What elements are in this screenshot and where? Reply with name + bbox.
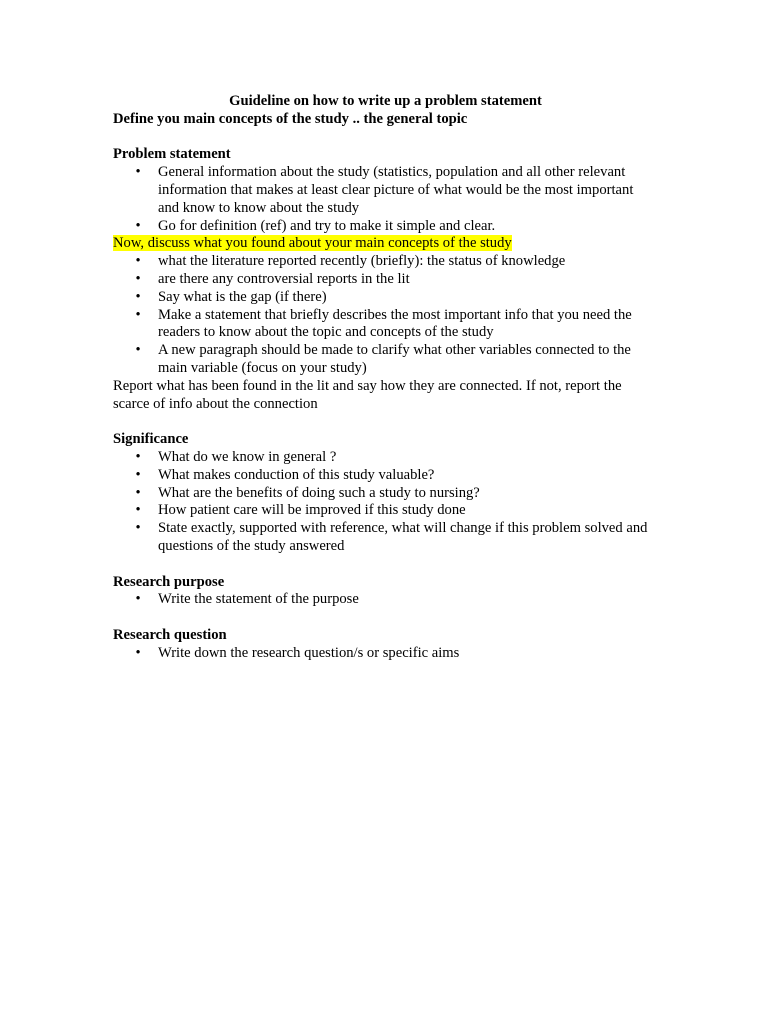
highlighted-text: Now, discuss what you found about your main concepts of the study (113, 235, 512, 252)
list-item-text: What makes conduction of this study valuable? (158, 466, 435, 483)
bullet-icon: • (135, 217, 141, 234)
bullet-icon: • (135, 466, 141, 483)
bullet-icon: • (135, 253, 141, 270)
bullet-icon: • (135, 448, 141, 465)
problem-statement-list-b (113, 253, 658, 378)
list-item (113, 485, 658, 503)
problem-statement-list-a (113, 164, 658, 235)
problem-statement-heading: Problem statement (113, 146, 231, 163)
list-item (113, 645, 658, 663)
document-title: Guideline on how to write up a problem statement (229, 93, 542, 109)
list-item-text: How patient care will be improved if this study done (158, 502, 466, 519)
list-item-text: Write the statement of the purpose (158, 591, 359, 608)
research-purpose-list (113, 591, 658, 609)
list-item-text: what the literature reported recently (briefly): the status of knowledge (158, 253, 566, 270)
list-item-text: What do we know in general ? (158, 448, 337, 465)
bullet-icon: • (135, 306, 141, 323)
list-item-text: Go for definition (ref) and try to make it simple and clear. (158, 217, 496, 234)
highlighted-paragraph (113, 235, 658, 253)
blank-line (113, 556, 658, 574)
list-item-text: A new paragraph should be made to clarify what other variables connected to the main variable (focus on your study) (158, 342, 631, 376)
bullet-icon: • (135, 502, 141, 519)
bullet-icon: • (135, 342, 141, 359)
list-item (113, 218, 658, 236)
list-item (113, 502, 658, 520)
list-item-text: State exactly, supported with reference, what will change if this problem solved and questions of the study answered (158, 520, 648, 554)
list-item-text: Write down the research question/s or specific aims (158, 644, 460, 661)
list-item (113, 164, 658, 217)
list-item-text: Say what is the gap (if there) (158, 288, 327, 305)
bullet-icon: • (135, 288, 141, 305)
bullet-icon: • (135, 270, 141, 287)
list-item-text: are there any controversial reports in the lit (158, 270, 410, 287)
significance-list (113, 449, 658, 556)
bullet-icon: • (135, 591, 141, 608)
blank-line (113, 129, 658, 147)
list-item (113, 289, 658, 307)
bullet-icon: • (135, 520, 141, 537)
research-question-heading: Research question (113, 626, 227, 643)
report-paragraph: Report what has been found in the lit and say how they are connected. If not, report the scarce of info about the connection (113, 377, 622, 412)
document-subtitle: Define you main concepts of the study .. the general topic (113, 110, 468, 127)
list-item (113, 342, 658, 378)
list-item-text: What are the benefits of doing such a study to nursing? (158, 484, 480, 501)
bullet-icon: • (135, 484, 141, 501)
list-item-text: Make a statement that briefly describes the most important info that you need the readers to know about the topic and concepts of the study (158, 306, 632, 341)
list-item (113, 520, 658, 556)
research-question-list (113, 645, 658, 663)
list-item (113, 591, 658, 609)
document-page (113, 93, 658, 663)
list-item-text: General information about the study (statistics, population and all other relevant information that makes at least clear picture of what would be the most important and know to know about the study (158, 164, 634, 216)
list-item (113, 449, 658, 467)
research-purpose-heading: Research purpose (113, 573, 225, 590)
bullet-icon: • (135, 164, 141, 181)
list-item (113, 307, 658, 343)
bullet-icon: • (135, 644, 141, 661)
blank-line (113, 609, 658, 627)
list-item (113, 467, 658, 485)
blank-line (113, 413, 658, 431)
list-item (113, 271, 658, 289)
list-item (113, 253, 658, 271)
significance-heading: Significance (113, 431, 189, 448)
